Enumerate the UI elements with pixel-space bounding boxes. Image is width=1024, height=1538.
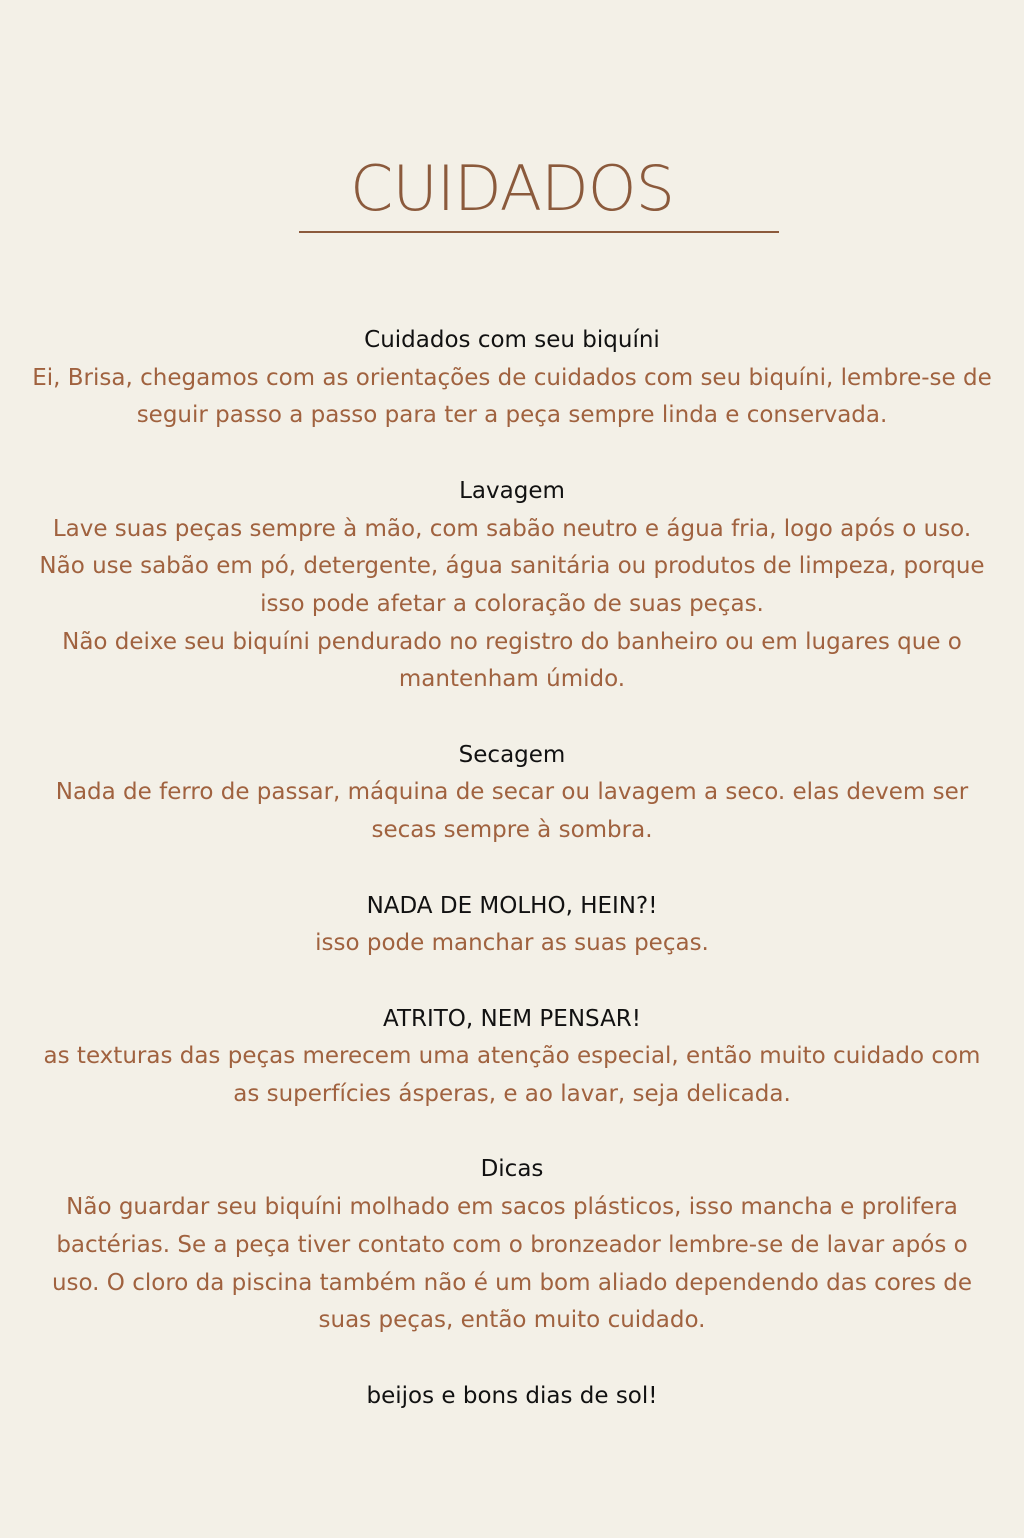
section-heading: Lavagem: [459, 477, 565, 504]
section-lavagem: [30, 473, 994, 699]
closing-message: beijos e bons dias de sol!: [366, 1382, 658, 1409]
section-heading: NADA DE MOLHO, HEIN?!: [366, 892, 658, 919]
section-dicas: [30, 1151, 994, 1340]
section-cuidados: [30, 322, 994, 435]
section-text: Nada de ferro de passar, máquina de secar ou lavagem a seco. elas devem ser secas sempre à sombra.: [55, 779, 969, 844]
section-heading: Dicas: [480, 1156, 544, 1183]
section-text: Não deixe seu biquíni pendurado no registro do banheiro ou em lugares que o mantenham úmido.: [62, 628, 962, 693]
section-text: isso pode manchar as suas peças.: [315, 930, 709, 957]
title-underline: [299, 231, 779, 233]
section-heading: ATRITO, NEM PENSAR!: [383, 1005, 641, 1032]
section-text: Ei, Brisa, chegamos com as orientações de cuidados com seu biquíni, lembre-se de seguir passo a passo para ter a peça sempre linda e conservada.: [32, 364, 992, 429]
section-heading: Secagem: [458, 741, 566, 768]
section-nada-de-molho: [30, 888, 994, 963]
section-atrito: [30, 1001, 994, 1114]
section-text: as texturas das peças merecem uma atenção especial, então muito cuidado com as superfícies ásperas, e ao lavar, seja delicada.: [43, 1043, 981, 1107]
section-text: Não guardar seu biquíni molhado em sacos plásticos, isso mancha e prolifera bactérias. Se a peça tiver contato com o bronzeador lembre-se de lavar após o uso. O cloro da piscina também não é um bom aliado dependendo das cores de suas peças, então muito cuidado.: [51, 1194, 973, 1334]
section-secagem: [30, 737, 994, 850]
section-heading: Cuidados com seu biquíni: [364, 327, 660, 353]
page-title: CUIDADOS: [350, 152, 674, 225]
section-text: Lave suas peças sempre à mão, com sabão neutro e água fria, logo após o uso. Não use sabão em pó, detergente, água sanitária ou produtos de limpeza, porque isso pode afetar a coloração de suas peças.: [39, 515, 985, 617]
care-instructions: [30, 322, 994, 1415]
